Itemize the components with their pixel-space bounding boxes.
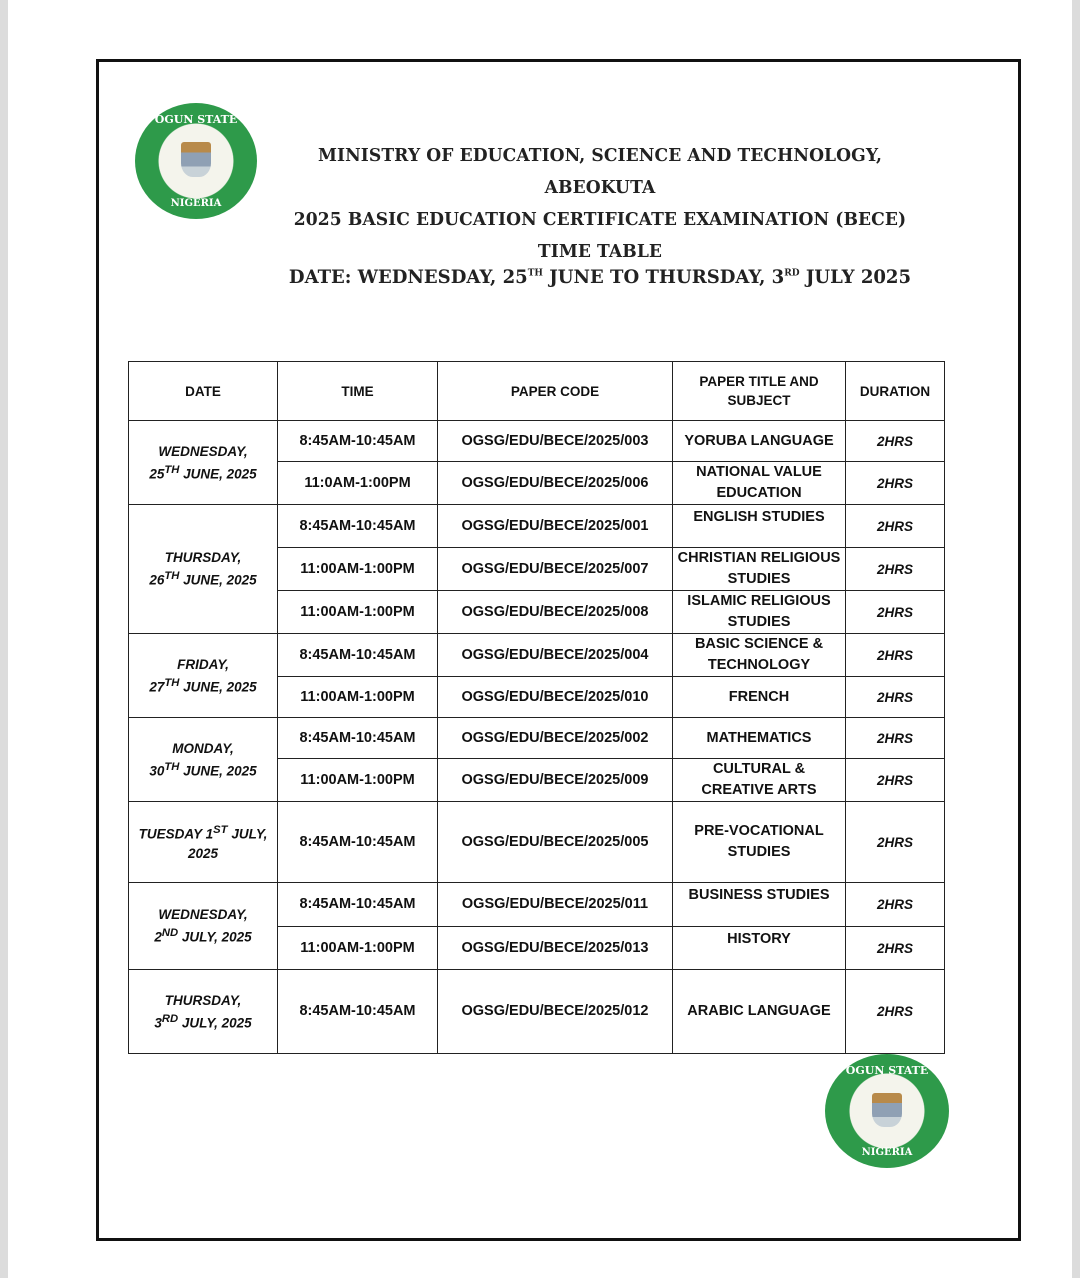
date-range-start: DATE: WEDNESDAY, 25 <box>288 266 528 288</box>
duration-cell: 2HRS <box>846 421 945 462</box>
date-cell <box>129 718 278 802</box>
subject-cell: BUSINESS STUDIES <box>673 883 846 927</box>
header-time: TIME <box>278 362 438 421</box>
time-cell: 8:45AM-10:45AM <box>278 970 438 1054</box>
subject-cell: CHRISTIAN RELIGIOUS STUDIES <box>673 548 846 591</box>
day-name: THURSDAY, <box>164 992 242 1008</box>
paper-code-cell: OGSG/EDU/BECE/2025/013 <box>438 927 673 970</box>
duration-cell: 2HRS <box>846 505 945 548</box>
time-cell: 8:45AM-10:45AM <box>278 718 438 759</box>
table-row <box>129 505 945 548</box>
subject-cell: YORUBA LANGUAGE <box>673 421 846 462</box>
day-name: MONDAY, <box>172 740 234 756</box>
subject-cell: FRENCH <box>673 677 846 718</box>
ordinal-suffix: TH <box>527 267 543 279</box>
logo-bottom-text: NIGERIA <box>170 198 222 209</box>
subject-cell: PRE-VOCATIONAL STUDIES <box>673 802 846 883</box>
duration-cell: 2HRS <box>846 802 945 883</box>
paper-code-cell: OGSG/EDU/BECE/2025/008 <box>438 591 673 634</box>
time-cell: 11:00AM-1:00PM <box>278 548 438 591</box>
paper-code-cell: OGSG/EDU/BECE/2025/010 <box>438 677 673 718</box>
time-cell: 11:00AM-1:00PM <box>278 927 438 970</box>
month-year: JUNE, 2025 <box>179 572 257 588</box>
date-range <box>287 266 914 288</box>
subject-cell: NATIONAL VALUE EDUCATION <box>673 462 846 505</box>
paper-code-cell: OGSG/EDU/BECE/2025/011 <box>438 883 673 927</box>
time-cell: 11:00AM-1:00PM <box>278 677 438 718</box>
duration-cell: 2HRS <box>846 548 945 591</box>
month-year: JULY, <box>227 826 268 842</box>
timetable-title: TIME TABLE <box>537 241 663 262</box>
date-cell <box>129 970 278 1054</box>
date-range-end: JULY 2025 <box>799 266 912 288</box>
logo-top-text: OGUN STATE <box>154 113 238 126</box>
duration-cell: 2HRS <box>846 970 945 1054</box>
duration-cell: 2HRS <box>846 634 945 677</box>
time-cell: 11:00AM-1:00PM <box>278 591 438 634</box>
paper-code-cell: OGSG/EDU/BECE/2025/007 <box>438 548 673 591</box>
ordinal-suffix: ST <box>213 824 228 837</box>
date-cell <box>129 634 278 718</box>
day-number: 3 <box>154 1015 162 1031</box>
month-year: JULY, 2025 <box>178 929 252 945</box>
logo-top-text: OGUN STATE <box>845 1064 929 1077</box>
duration-cell: 2HRS <box>846 677 945 718</box>
subject-cell: ENGLISH STUDIES <box>673 505 846 548</box>
duration-cell: 2HRS <box>846 759 945 802</box>
time-cell: 8:45AM-10:45AM <box>278 421 438 462</box>
ordinal-suffix: TH <box>164 570 180 583</box>
viewer-edge-right <box>1072 0 1080 1278</box>
month-year: JULY, 2025 <box>178 1015 252 1031</box>
date-cell <box>129 802 278 883</box>
duration-cell: 2HRS <box>846 591 945 634</box>
day-number: 30 <box>149 763 165 779</box>
day-name: THURSDAY, <box>164 550 242 566</box>
table-row <box>129 634 945 677</box>
ogun-state-logo-icon <box>825 1054 949 1168</box>
day-number: 25 <box>149 466 165 482</box>
time-cell: 11:00AM-1:00PM <box>278 759 438 802</box>
paper-code-cell: OGSG/EDU/BECE/2025/004 <box>438 634 673 677</box>
subject-cell: CULTURAL & CREATIVE ARTS <box>673 759 846 802</box>
document-header <box>270 140 930 268</box>
month-year: JUNE, 2025 <box>179 679 257 695</box>
viewer-edge-left <box>0 0 8 1278</box>
duration-cell: 2HRS <box>846 883 945 927</box>
day-number: 26 <box>149 572 165 588</box>
table-row <box>129 718 945 759</box>
time-cell: 8:45AM-10:45AM <box>278 802 438 883</box>
ordinal-suffix: RD <box>161 1012 179 1025</box>
subject-cell: ARABIC LANGUAGE <box>673 970 846 1054</box>
subject-cell: ISLAMIC RELIGIOUS STUDIES <box>673 591 846 634</box>
date-cell <box>129 505 278 634</box>
time-cell: 8:45AM-10:45AM <box>278 505 438 548</box>
day-number: 27 <box>149 679 165 695</box>
paper-code-cell: OGSG/EDU/BECE/2025/005 <box>438 802 673 883</box>
table-header-row <box>129 362 945 421</box>
duration-cell: 2HRS <box>846 927 945 970</box>
table-row <box>129 883 945 927</box>
crest-icon <box>872 1093 902 1127</box>
duration-cell: 2HRS <box>846 462 945 505</box>
subject-cell: MATHEMATICS <box>673 718 846 759</box>
ministry-title: MINISTRY OF EDUCATION, SCIENCE AND TECHNOLOGY, ABEOKUTA <box>317 145 883 198</box>
day-name: FRIDAY, <box>177 656 229 672</box>
table-row <box>129 802 945 883</box>
date-cell <box>129 421 278 505</box>
month-year: JUNE, 2025 <box>179 466 257 482</box>
header-paper-code: PAPER CODE <box>438 362 673 421</box>
duration-cell: 2HRS <box>846 718 945 759</box>
time-cell: 8:45AM-10:45AM <box>278 883 438 927</box>
table-row <box>129 421 945 462</box>
paper-code-cell: OGSG/EDU/BECE/2025/009 <box>438 759 673 802</box>
header-subject: PAPER TITLE AND SUBJECT <box>673 362 846 421</box>
month-year: JUNE, 2025 <box>179 763 257 779</box>
date-cell <box>129 883 278 970</box>
crest-icon <box>181 142 210 177</box>
time-cell: 11:0AM-1:00PM <box>278 462 438 505</box>
table-row <box>129 970 945 1054</box>
subject-cell: BASIC SCIENCE & TECHNOLOGY <box>673 634 846 677</box>
ordinal-suffix: RD <box>784 267 800 279</box>
header-date: DATE <box>129 362 278 421</box>
ordinal-suffix: TH <box>164 463 180 476</box>
year: 2025 <box>187 845 219 861</box>
day-name: TUESDAY 1 <box>138 826 214 842</box>
day-name: WEDNESDAY, <box>158 907 248 923</box>
paper-code-cell: OGSG/EDU/BECE/2025/012 <box>438 970 673 1054</box>
paper-code-cell: OGSG/EDU/BECE/2025/003 <box>438 421 673 462</box>
paper-code-cell: OGSG/EDU/BECE/2025/006 <box>438 462 673 505</box>
paper-code-cell: OGSG/EDU/BECE/2025/002 <box>438 718 673 759</box>
subject-cell: HISTORY <box>673 927 846 970</box>
ordinal-suffix: ND <box>161 927 179 940</box>
exam-title: 2025 BASIC EDUCATION CERTIFICATE EXAMINATION (BECE) <box>293 209 907 230</box>
logo-bottom-text: NIGERIA <box>861 1147 913 1158</box>
time-cell: 8:45AM-10:45AM <box>278 634 438 677</box>
ordinal-suffix: TH <box>164 760 180 773</box>
date-range-middle: JUNE TO THURSDAY, 3 <box>542 266 785 288</box>
timetable <box>128 361 945 1054</box>
header-duration: DURATION <box>846 362 945 421</box>
ogun-state-logo-icon <box>135 103 257 219</box>
paper-code-cell: OGSG/EDU/BECE/2025/001 <box>438 505 673 548</box>
day-name: WEDNESDAY, <box>158 443 248 459</box>
ordinal-suffix: TH <box>164 676 180 689</box>
day-number: 2 <box>154 929 162 945</box>
